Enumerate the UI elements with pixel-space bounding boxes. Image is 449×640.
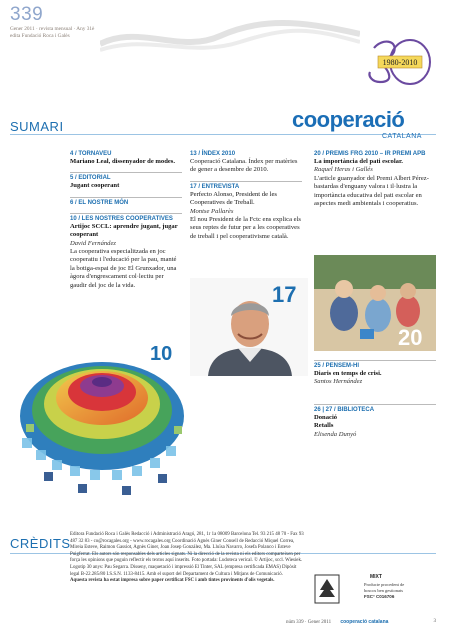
- portrait-photo: [190, 278, 308, 376]
- section-pensem: [314, 360, 436, 387]
- section-heading-pensem: 25 / PENSEM-HI: [314, 363, 360, 369]
- section-author-pensem: Santos Hernández: [314, 378, 363, 386]
- section-title-biblioteca-1: Donació: [314, 414, 338, 421]
- image-number-kids: 20: [398, 325, 423, 350]
- section-author-entrevista: Montse Pallarès: [190, 207, 234, 215]
- colored-cubes-image: [18, 320, 188, 510]
- section-heading-premis: 20 / PREMIS FRG 2010 – IR PREMI APB: [314, 151, 426, 157]
- section-title-tornaveu: Mariano Leal, dissenyador de modes.: [70, 158, 176, 165]
- section-title-entrevista: Perfecto Alonso, President de les Cooperatives de Treball.: [190, 190, 277, 207]
- section-author-biblioteca: Elisenda Dunyó: [314, 430, 357, 438]
- fsc-line2: boscos ben gestionats: [364, 587, 403, 593]
- section-heading-tornaveu: 4 / TORNAVEU: [70, 151, 112, 157]
- section-title-pensem: Diaris en temps de crisi.: [314, 370, 382, 377]
- section-desc-cooperatives: La cooperativa especialitzada en joc cooperatiu i l'educació per la pau, manté la botiga-espai de joc El Grunxador, una àgora d'engrescament col·lectiu per gaudir del joc de la vida.: [70, 248, 177, 289]
- image-number-portrait: 17: [272, 282, 297, 307]
- section-heading-entrevista: 17 / ENTREVISTA: [190, 183, 240, 190]
- decorative-wave-icon: [100, 14, 360, 56]
- section-heading-index: 13 / ÍNDEX 2010: [190, 151, 236, 157]
- credits-text-block: [70, 532, 306, 585]
- issue-meta-line1: Gener 2011 · revista mensual · Any 31è: [10, 26, 95, 32]
- footer-page-number: 3: [433, 619, 436, 624]
- fsc-line1: Producte procedent de: [364, 582, 405, 587]
- sumari-label: SUMARI: [10, 119, 64, 134]
- issue-number: 339: [10, 4, 44, 25]
- fsc-tree-icon: [314, 574, 340, 604]
- section-heading-editorial: 5 / EDITORIAL: [70, 175, 111, 182]
- section-title-index: Cooperació Catalana. Índex per matèries de gener a desembre de 2010.: [190, 158, 298, 174]
- fsc-mixt: MIXT: [370, 574, 382, 580]
- kids-playground-photo: [314, 255, 436, 351]
- section-title-cooperatives: Artijoc SCCL: aprendre jugant, jugar cooperant: [70, 222, 178, 239]
- section-heading-cooperatives: 10 / LES NOSTRES COOPERATIVES: [70, 215, 173, 222]
- section-title-biblioteca-2: Retalls: [314, 422, 334, 430]
- section-heading-biblioteca: 26 | 27 / BIBLIOTECA: [314, 407, 375, 413]
- issue-meta-line2: edita Fundació Roca i Galès: [10, 33, 70, 39]
- fsc-certification: [314, 574, 436, 608]
- page-footer: [286, 619, 436, 625]
- section-author-cooperatives: David Fernández: [70, 239, 116, 247]
- column-left: [70, 150, 182, 290]
- footer-brand: cooperació catalana: [340, 619, 389, 625]
- section-title-editorial: Jugant cooperant: [70, 182, 120, 190]
- section-biblioteca: [314, 404, 436, 439]
- section-desc-premis: L'article guanyador del Premi Albert Pérez-bastardas d'enguany valora i il·lustra la importància educativa del pati escolar en aspectes medi ambientals i cooperatius.: [314, 174, 429, 208]
- magazine-logo-sub: CATALANA: [382, 133, 422, 140]
- image-number-cubes: 10: [150, 343, 173, 365]
- fsc-code: FSC° C016706: [364, 594, 395, 599]
- section-author-premis: Raquel Heras i Gallés: [314, 166, 373, 174]
- column-right: [314, 150, 436, 208]
- magazine-logo: cooperació: [292, 107, 405, 132]
- anniversary-years: 1980-2010: [382, 58, 418, 67]
- credits-text: Editora Fundació Roca i Galès Redacció i Administració Aragó, 281, 1r 1a 08009 Barcelona Tel. 93 215 48 70 - Fax 93 487 32 83 - co@rocagales.org - www.rocagales.org Coordinació Agnès Giner Consell de Redacció Miquel Correa, Mireia Esteve, Raimon Gassiot, Agnès Giner, Joan Josep González, Ma. Lluïsa Navarro, Josefa Polanco i Esteve Puigferrat. Els autors són responsables dels articles signats. Ni la direcció de la revista ni els editors comparteixen per força les opinions que puguin reflectir els textos aquí inserits. Foto portada: Ludoteca verical. © Artijoc, sccl. Wiesiek. Logotip 30 anys: Pau Segarra. Disseny, maquetació i impressió El Tinter, SAL (empresa certificada EMAS) Dipòsit legal B-22.285/80 I.S.S.N. 1133-8415. Amb el suport del Departament de Cultura i Mitjans de Comunicació.: [70, 532, 304, 577]
- anniversary-30-logo: [364, 34, 434, 90]
- column-middle: [190, 150, 302, 241]
- footer-issue: núm 339 · Gener 2011: [286, 620, 332, 625]
- credits-label: CRÈDITS: [10, 536, 71, 551]
- credits-note: Aquesta revista ha estat impresa sobre paper certificat FSC i amb tintes provinents d'olis vegetals.: [70, 578, 275, 584]
- section-heading-nostre-mon: 6 / EL NOSTRE MÓN: [70, 199, 129, 206]
- section-title-premis: La importància del pati escolar.: [314, 158, 403, 165]
- section-desc-entrevista: El nou President de la Fctc ens explica els seus reptes de futur per a les cooperatives de treball i pel cooperativisme català.: [190, 216, 301, 240]
- header-divider: [10, 134, 436, 135]
